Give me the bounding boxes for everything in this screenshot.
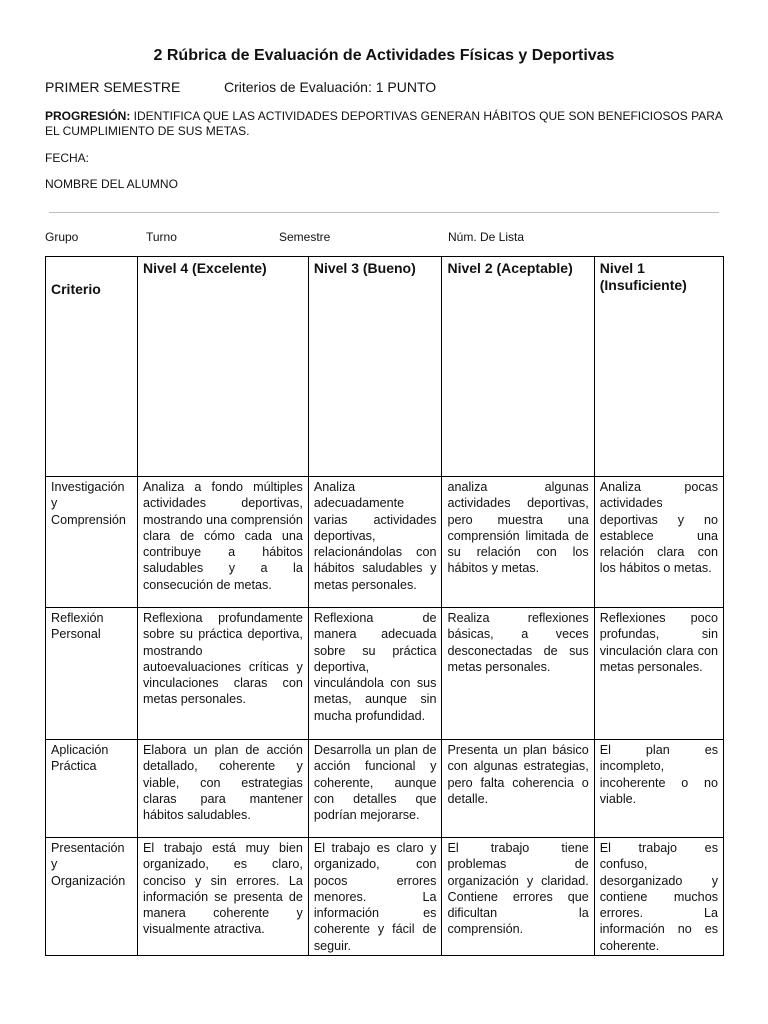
nivel-4-cell: Reflexiona profundamente sobre su práctica deportiva, mostrando autoevaluaciones críticas y vinculaciones claras con metas personales. [138,608,309,740]
criteria-label: Criterios de Evaluación: 1 PUNTO [224,79,437,95]
header-nivel-4: Nivel 4 (Excelente) [138,257,309,477]
nivel-2-cell: analiza algunas actividades deportivas, pero muestra una comprensión limitada de su relación con los hábitos y metas. [442,477,594,608]
nivel-1-cell: El plan es incompleto, incoherente o no viable. [594,740,723,838]
header-criterio: Criterio [46,257,138,477]
nivel-1-cell: Analiza pocas actividades deportivas y no establece una relación clara con los hábitos o metas. [594,477,723,608]
student-fields-row [45,230,735,246]
nivel-2-cell: Realiza reflexiones básicas, a veces desconectadas de sus metas personales. [442,608,594,740]
table-row [46,838,724,956]
fecha-label: FECHA: [45,151,90,165]
semester-label: PRIMER SEMESTRE [45,79,181,95]
divider-line [49,212,719,213]
table-row [46,740,724,838]
nivel-3-cell: Analiza adecuadamente varias actividades deportivas, relacionándolas con hábitos saludables y metas personales. [308,477,442,608]
table-header-row [46,257,724,477]
criterio-cell: Investigación y Comprensión [46,477,138,608]
table-row [46,477,724,608]
nivel-1-cell: El trabajo es confuso, desorganizado y contiene muchos errores. La información no es coherente. [594,838,723,956]
criterio-cell: Presentación y Organización [46,838,138,956]
nivel-3-cell: El trabajo es claro y organizado, con pocos errores menores. La información es coherente y fácil de seguir. [308,838,442,956]
nivel-2-cell: Presenta un plan básico con algunas estrategias, pero falta coherencia o detalle. [442,740,594,838]
table-row [46,608,724,740]
criterio-cell: Aplicación Práctica [46,740,138,838]
semestre-label: Semestre [279,230,331,244]
header-nivel-1: Nivel 1 (Insuficiente) [594,257,723,477]
nivel-4-cell: Analiza a fondo múltiples actividades deportivas, mostrando una comprensión clara de cómo cada una contribuye a hábitos saludables y a la consecución de metas. [138,477,309,608]
header-nivel-2: Nivel 2 (Aceptable) [442,257,594,477]
criterio-cell: Reflexión Personal [46,608,138,740]
progresion-label: PROGRESIÓN: [45,109,131,123]
nivel-2-cell: El trabajo tiene problemas de organización y claridad. Contiene errores que dificultan la comprensión. [442,838,594,956]
nivel-4-cell: Elabora un plan de acción detallado, coherente y viable, con estrategias claras para mantener hábitos saludables. [138,740,309,838]
progresion-paragraph [45,109,735,139]
nivel-1-cell: Reflexiones poco profundas, sin vinculación clara con metas personales. [594,608,723,740]
progresion-text: IDENTIFICA QUE LAS ACTIVIDADES DEPORTIVAS GENERAN HÁBITOS QUE SON BENEFICIOSOS PARA EL CUMPLIMIENTO DE SUS METAS. [45,109,723,138]
nivel-3-cell: Reflexiona de manera adecuada sobre su práctica deportiva, vinculándola con sus metas, aunque sin mucha profundidad. [308,608,442,740]
grupo-label: Grupo [45,230,79,244]
header-nivel-3: Nivel 3 (Bueno) [308,257,442,477]
nivel-4-cell: El trabajo está muy bien organizado, es claro, conciso y sin errores. La información se presenta de manera coherente y visualmente atractiva. [138,838,309,956]
turno-label: Turno [146,230,177,244]
num-lista-label: Núm. De Lista [448,230,525,244]
nivel-3-cell: Desarrolla un plan de acción funcional y coherente, aunque con detalles que podrían mejorarse. [308,740,442,838]
document-title: 2 Rúbrica de Evaluación de Actividades Físicas y Deportivas [153,47,615,64]
student-name-label: NOMBRE DEL ALUMNO [45,177,178,191]
semester-line [45,79,437,95]
rubric-table [45,256,724,956]
